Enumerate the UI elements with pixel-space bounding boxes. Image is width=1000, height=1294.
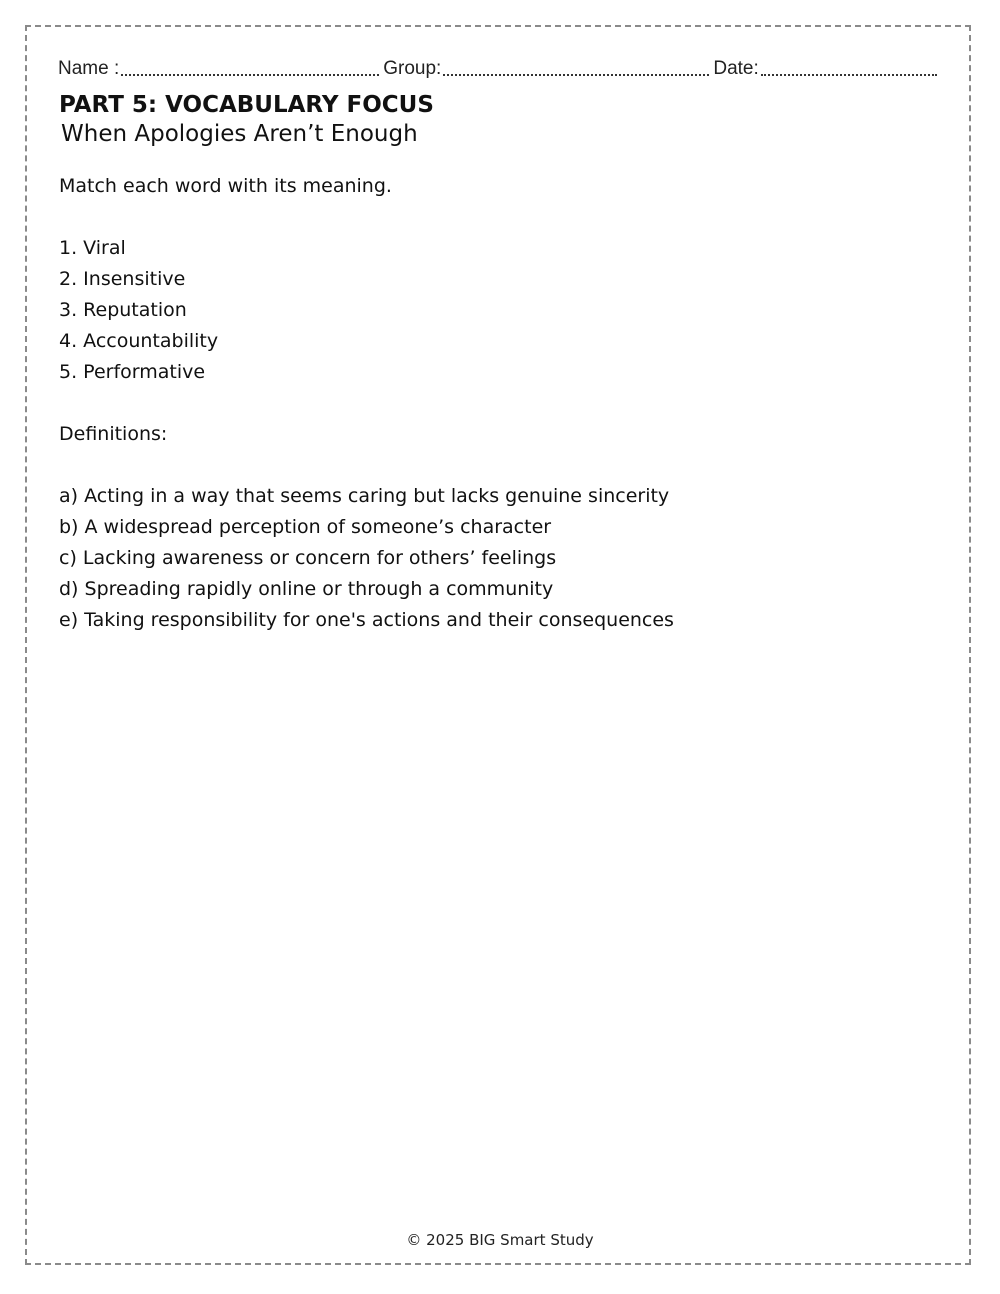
- definitions-heading: Definitions:: [59, 423, 168, 445]
- group-field[interactable]: [383, 58, 713, 80]
- student-info-header: [58, 54, 944, 80]
- name-label: Name :: [58, 58, 120, 79]
- group-label: Group:: [383, 58, 442, 79]
- copyright-footer: © 2025 BIG Smart Study: [406, 1231, 594, 1249]
- word-item: 2. Insensitive: [59, 268, 186, 290]
- page-subtitle: When Apologies Aren’t Enough: [61, 121, 418, 147]
- word-list: [59, 233, 218, 388]
- instructions: Match each word with its meaning.: [59, 175, 392, 197]
- worksheet-border: [25, 25, 971, 1265]
- definition-item: e) Taking responsibility for one's actions and their consequences: [59, 609, 674, 631]
- word-item: 3. Reputation: [59, 299, 187, 321]
- name-field[interactable]: [58, 58, 383, 80]
- date-label: Date:: [713, 58, 759, 79]
- word-item: 4. Accountability: [59, 330, 219, 352]
- page-title: PART 5: VOCABULARY FOCUS: [59, 92, 434, 118]
- definition-item: c) Lacking awareness or concern for others’ feelings: [59, 547, 557, 569]
- date-field[interactable]: [713, 58, 940, 80]
- word-item: 1. Viral: [59, 237, 126, 259]
- group-blank-line[interactable]: [443, 74, 709, 76]
- definition-item: d) Spreading rapidly online or through a community: [59, 578, 554, 600]
- definition-item: b) A widespread perception of someone’s character: [59, 516, 552, 538]
- name-blank-line[interactable]: [121, 74, 379, 76]
- definition-item: a) Acting in a way that seems caring but lacks genuine sincerity: [59, 485, 670, 507]
- word-item: 5. Performative: [59, 361, 206, 383]
- definitions-list: [59, 481, 674, 636]
- date-blank-line[interactable]: [761, 74, 937, 76]
